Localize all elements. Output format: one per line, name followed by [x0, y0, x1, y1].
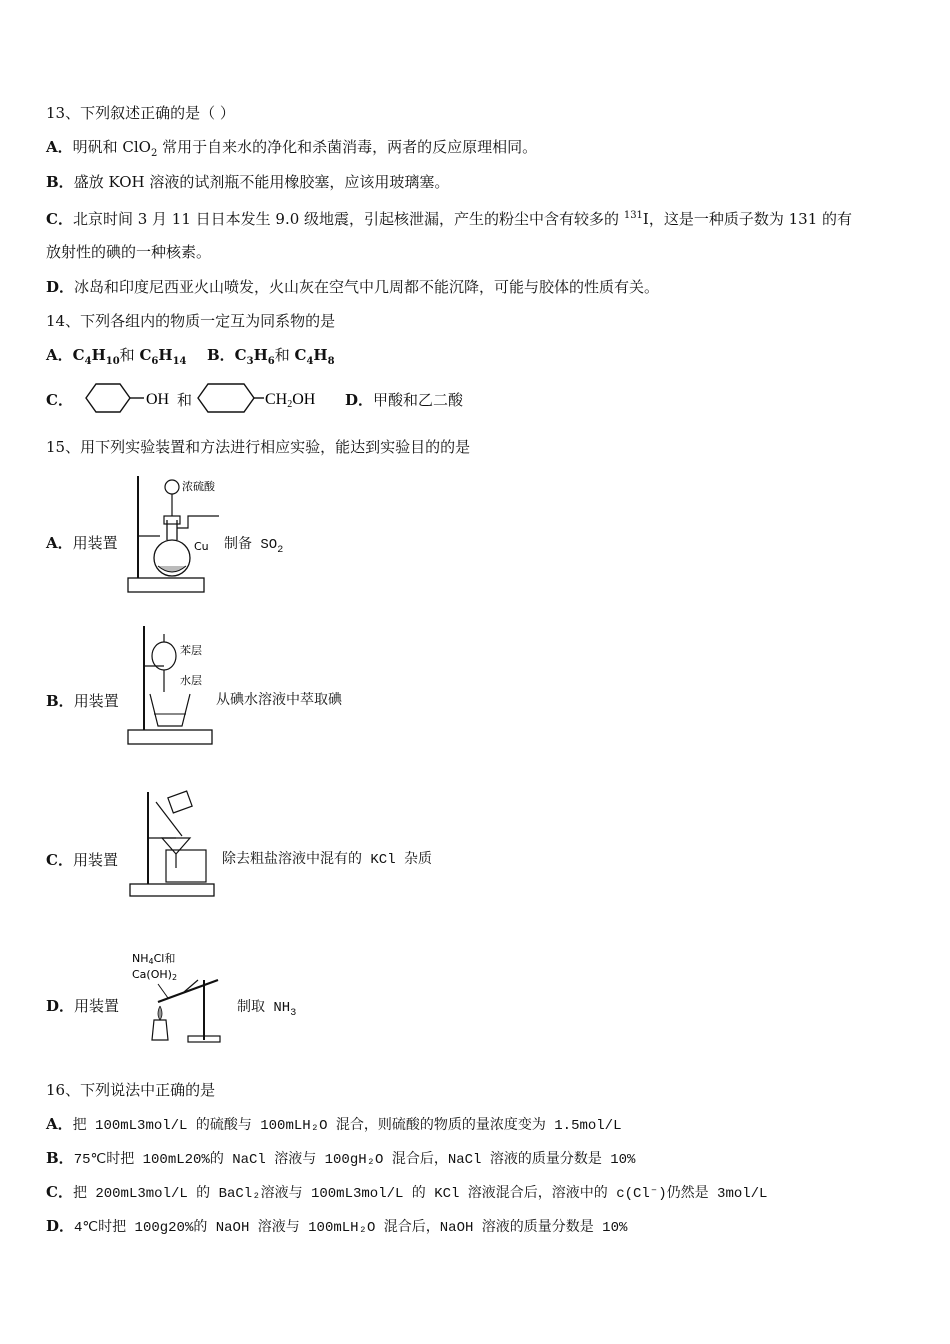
- option-text: 甲酸和乙二酸: [373, 391, 464, 409]
- q15-option-b: [46, 691, 119, 711]
- subscript: 3: [290, 1008, 297, 1019]
- caoh2-text: Ca(OH): [132, 968, 172, 981]
- formula-part: H: [253, 346, 268, 364]
- water-layer-label: 水层: [180, 674, 202, 687]
- option-text: 4℃时把 100g20%的 NaOH 溶液与 100mLH₂O 混合后，NaOH 溶液的质量分数是 10%: [74, 1220, 628, 1236]
- subscript: 2: [150, 148, 158, 159]
- q13-option-c: [46, 206, 852, 229]
- subscript: 8: [327, 356, 335, 367]
- benzene-layer-label: 苯层: [180, 644, 202, 657]
- ch2-label: CH: [265, 391, 288, 408]
- q13-stem: [46, 103, 235, 123]
- option-letter: C．: [46, 1183, 73, 1201]
- option-text: 放射性的碘的一种核素。: [46, 243, 212, 261]
- q15-stem-text: 15、用下列实验装置和方法进行相应实验，能达到实验目的的是: [46, 438, 471, 456]
- q16-option-d: [46, 1216, 627, 1238]
- q15-stem: [46, 437, 470, 457]
- conjunction: 和: [274, 346, 295, 364]
- option-letter: D．: [345, 391, 374, 409]
- option-text: 用装置: [73, 692, 119, 710]
- option-text: 用装置: [72, 851, 118, 869]
- q16-option-a: [46, 1114, 621, 1136]
- option-letter: B．: [46, 173, 74, 191]
- option-letter: B．: [46, 1149, 74, 1167]
- conc-sulfuric-acid-label: 浓硫酸: [182, 480, 215, 493]
- option-text: 制备 SO: [224, 537, 278, 553]
- option-letter: D．: [46, 278, 75, 296]
- option-text: I，这是一种质子数为 131 的有: [642, 210, 853, 228]
- ammonia-apparatus-figure: [128, 950, 228, 1046]
- q16-stem-text: 16、下列说法中正确的是: [46, 1081, 216, 1099]
- benzyl-alcohol-structure-icon: [194, 380, 334, 416]
- option-text: 除去粗盐溶液中混有的 KCl 杂质: [222, 852, 433, 868]
- option-letter: C．: [46, 851, 73, 869]
- q16-stem: [46, 1080, 215, 1100]
- option-text: 制取 NH: [237, 1000, 291, 1016]
- q16-option-c: [46, 1182, 767, 1204]
- svg-text:CH2OH: [265, 391, 316, 410]
- option-letter: B．: [46, 692, 74, 710]
- option-text: 明矾和 ClO: [72, 138, 151, 156]
- subscript: 6: [151, 356, 159, 367]
- subscript: 3: [246, 356, 254, 367]
- q15-option-d: [46, 996, 119, 1016]
- subscript: 2: [277, 545, 284, 556]
- q14-c-and: [177, 390, 192, 410]
- q13-option-d: [46, 277, 659, 297]
- option-letter: A．: [46, 138, 73, 156]
- subscript: 10: [105, 356, 120, 367]
- option-text: 从碘水溶液中萃取碘: [216, 693, 342, 709]
- superscript: 131: [623, 210, 643, 221]
- option-text: 常用于自来水的净化和杀菌消毒，两者的反应原理相同。: [157, 138, 538, 156]
- phenol-structure-icon: [76, 380, 176, 416]
- option-letter: B．: [206, 346, 235, 364]
- formula-part: H: [313, 346, 328, 364]
- subscript: 4: [84, 356, 92, 367]
- cu-label: Cu: [194, 540, 209, 553]
- option-letter: A．: [46, 1115, 73, 1133]
- formula-part: C: [72, 346, 85, 364]
- q14-options-ab: [46, 345, 335, 372]
- option-text: 盛放 KOH 溶液的试剂瓶不能用橡胶塞，应该用玻璃塞。: [73, 173, 450, 191]
- option-letter: C．: [46, 210, 73, 228]
- q14-option-d: [345, 390, 463, 410]
- subscript: 14: [172, 356, 187, 367]
- option-text: 用装置: [72, 534, 118, 552]
- option-letter: A．: [46, 534, 73, 552]
- q15-b-purpose: [216, 691, 342, 711]
- filtration-apparatus-figure: [126, 788, 222, 900]
- q14-stem: [46, 311, 335, 331]
- ch2-subscript: 2: [287, 399, 293, 410]
- benzyl-oh-label: OH: [292, 391, 316, 408]
- q13-stem-text: 13、下列叙述正确的是（ ）: [46, 104, 235, 122]
- q13-option-c-cont: [46, 242, 211, 262]
- formula-part: C: [294, 346, 307, 364]
- option-letter: D．: [46, 997, 75, 1015]
- q14-option-c: [46, 390, 73, 410]
- caoh2-label: [132, 968, 177, 982]
- formula-part: H: [158, 346, 173, 364]
- nh4cl-text: NH: [132, 952, 149, 965]
- option-letter: C．: [46, 391, 73, 409]
- q15-a-purpose: [224, 533, 283, 561]
- q13-option-b: [46, 172, 449, 192]
- option-letter: A．: [46, 346, 73, 364]
- nh4cl-text2: Cl和: [153, 952, 176, 965]
- so2-apparatus-figure: [124, 470, 224, 600]
- option-letter: D．: [46, 1217, 75, 1235]
- q16-option-b: [46, 1148, 635, 1170]
- nh4cl-label: [132, 952, 175, 966]
- conjunction: 和: [119, 346, 140, 364]
- conjunction: 和: [177, 391, 193, 409]
- q15-d-purpose: [237, 996, 296, 1024]
- formula-part: C: [234, 346, 247, 364]
- subscript: 6: [267, 356, 275, 367]
- q15-option-a: [46, 533, 118, 553]
- formula-part: H: [91, 346, 106, 364]
- option-text: 把 200mL3mol/L 的 BaCl₂溶液与 100mL3mol/L 的 KCl 溶液混合后，溶液中的 c(Cl⁻)仍然是 3mol/L: [72, 1186, 768, 1202]
- subscript: 4: [306, 356, 314, 367]
- option-text: 用装置: [74, 997, 120, 1015]
- formula-part: C: [139, 346, 152, 364]
- option-text: 北京时间 3 月 11 日日本发生 9.0 级地震，引起核泄漏，产生的粉尘中含有较多的: [72, 210, 624, 228]
- q14-stem-text: 14、下列各组内的物质一定互为同系物的是: [46, 312, 336, 330]
- q15-c-purpose: [222, 850, 432, 870]
- nh4cl-subscript: 4: [148, 957, 154, 966]
- option-text: 冰岛和印度尼西亚火山喷发，火山灰在空气中几周都不能沉降，可能与胶体的性质有关。: [74, 278, 660, 296]
- q15-option-c: [46, 850, 118, 870]
- q13-option-a: [46, 137, 537, 164]
- caoh2-subscript: 2: [171, 973, 178, 982]
- option-text: 75℃时把 100mL20%的 NaCl 溶液与 100gH₂O 混合后，NaCl 溶液的质量分数是 10%: [73, 1152, 636, 1168]
- phenol-oh-label: OH: [146, 391, 170, 408]
- option-text: 把 100mL3mol/L 的硫酸与 100mLH₂O 混合，则硫酸的物质的量浓度变为 1.5mol/L: [72, 1118, 622, 1134]
- extraction-apparatus-figure: [124, 622, 216, 748]
